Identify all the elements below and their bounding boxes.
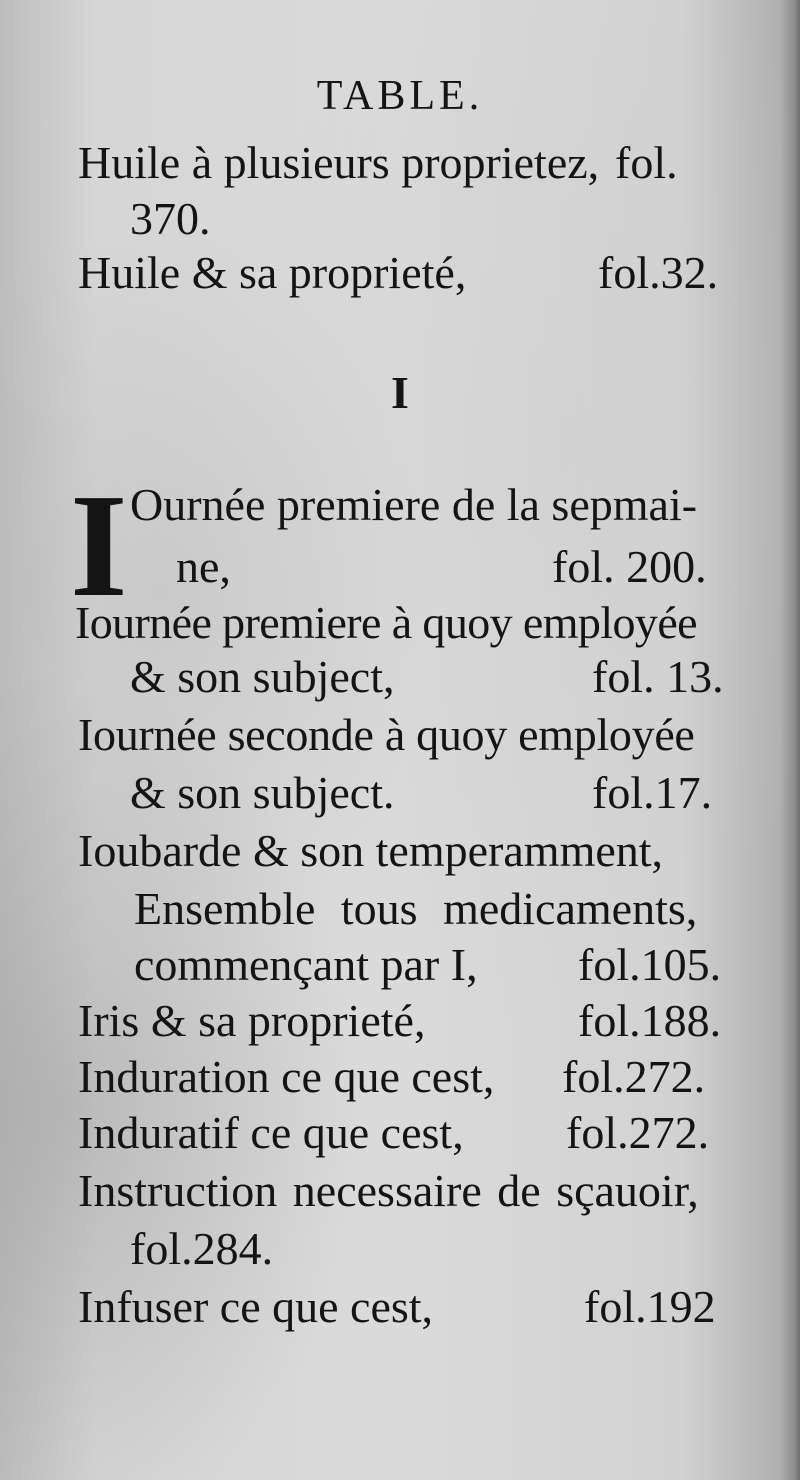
entry-folio: fol.272. <box>566 1107 710 1158</box>
entry-folio: fol. 13. <box>592 651 724 702</box>
entry-text: commençant par I, <box>134 939 478 990</box>
section-heading: I <box>391 367 409 418</box>
entry-text: & son subject. <box>130 767 395 818</box>
entry-text: Infuser ce que cest, <box>78 1281 434 1332</box>
entry-text: Ournée premiere de la sepmai- <box>130 479 698 530</box>
entry-text: Induratif ce que cest, <box>78 1107 464 1158</box>
page-edge-shadow <box>780 0 800 1480</box>
entry-folio: fol.105. <box>578 939 722 990</box>
entry-text: & son subject, <box>130 651 395 702</box>
entry-text: fol.284. <box>130 1223 274 1274</box>
entry-text: ne, <box>176 541 231 592</box>
entry-text: Huile & sa proprieté, <box>78 247 467 298</box>
entry-folio: fol.17. <box>592 767 713 818</box>
entry-folio: fol.192 <box>584 1281 716 1332</box>
entry-text: 370. <box>130 193 211 244</box>
entry-text: Instruction necessaire de sçauoir, <box>78 1165 699 1216</box>
entry-folio: fol.32. <box>598 247 719 298</box>
drop-cap: I <box>70 464 128 628</box>
entry-folio: fol.272. <box>562 1051 706 1102</box>
entry-text: Huile à plusieurs proprietez, <box>78 137 600 188</box>
entry-text: Iris & sa proprieté, <box>78 995 426 1046</box>
entry-folio: fol.188. <box>578 995 722 1046</box>
entry-folio: fol. 200. <box>552 541 707 592</box>
entry-text: Ensemble tous medicaments, <box>134 883 698 934</box>
entry-folio: fol. <box>615 137 678 188</box>
entry-text: Ioubarde & son temperamment, <box>78 825 664 876</box>
entry-text: Induration ce que cest, <box>78 1051 495 1102</box>
running-head: TABLE. <box>316 73 484 119</box>
entry-text: Iournée seconde à quoy employée <box>78 709 695 760</box>
entry-text: Iournée premiere à quoy employée <box>75 597 697 648</box>
